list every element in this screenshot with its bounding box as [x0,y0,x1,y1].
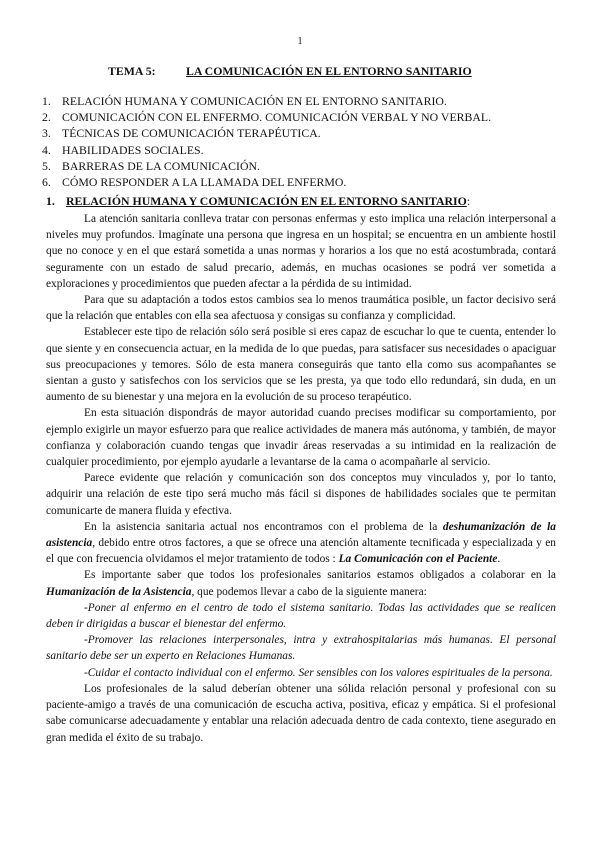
toc-item-text: COMUNICACIÓN CON EL ENFERMO. COMUNICACIÓN VERBAL Y NO VERBAL. [62,110,492,125]
paragraph: Establecer este tipo de relación sólo será posible si eres capaz de escuchar lo que te cuenta, entender lo que siente y en consecuencia actuar, en la medida de lo que puedas, para satisfacer sus necesidades o apaciguar sus preocupaciones y temores. Sólo de esta manera conseguirás que tanto ella como sus acompañantes se sientan a gusto y satisfechos con los servicios que se les presta, ya que todo ello redundará, sin duda, en un aumento de su bienestar y una mejora en la evolución de su proceso terapéutico. [46,326,556,404]
paragraph: La atención sanitaria conlleva tratar con personas enfermas y esto implica una relación interpersonal a niveles muy profundos. Imagínate una persona que ingresa en un hospital; se encuentra en un ambiente hostil que no conoce y en el que estará sometida a unas normas y horarios a los que no está acostumbrada, contará seguramente con un estado de salud precario, además, en muchas ocasiones se podrá ver sometida a exploraciones y procedimientos que pueden afectar a la pérdida de su intimidad. [46,213,556,290]
paragraph: Los profesionales de la salud deberían obtener una sólida relación personal y profesional con su paciente-amigo a través de una comunicación de escucha activa, positiva, eficaz y empática. Si el profesional sabe comunicarse adecuadamente y entablar una relación adecuada dentro de cada contexto, tiene asegurado en gran medida el éxito de su trabajo. [46,682,556,744]
page-number: 1 [297,36,303,47]
italic-item: -Promover las relaciones interpersonales, intra y extrahospitalarias más humanas. El personal sanitario debe ser un experto en Relaciones Humanas. [46,634,556,663]
toc-item: 6. CÓMO RESPONDER A LA LLAMADA DEL ENFERMO. [42,175,347,190]
toc-item: 5. BARRERAS DE LA COMUNICACIÓN. [42,158,260,173]
toc-item: 1. RELACIÓN HUMANA Y COMUNICACIÓN EN EL ENTORNO SANITARIO. [42,94,447,108]
document-header [108,64,472,79]
emphasis-term: deshumanización de la asistencia [46,520,557,550]
toc-item: 4. HABILIDADES SOCIALES. [42,142,204,157]
paragraph: Es importante saber que todos los profesionales sanitarios estamos obligados a colaborar en la Humanización de la Asistencia, que podemos llevar a cabo de la siguiente manera: [46,569,556,598]
toc-item-text: HABILIDADES SOCIALES. [62,142,204,157]
section-heading: 1. RELACIÓN HUMANA Y COMUNICACIÓN EN EL ENTORNO SANITARIO: [46,194,471,208]
section-body [46,211,556,746]
document-title: LA COMUNICACIÓN EN EL ENTORNO SANITARIO [186,64,472,78]
toc-item-text: TÉCNICAS DE COMUNICACIÓN TERAPÉUTICA. [62,126,321,141]
toc-item-text: CÓMO RESPONDER A LA LLAMADA DEL ENFERMO. [62,175,347,190]
emphasis-term: La Comunicación con el Paciente [338,553,498,566]
paragraph: Parece evidente que relación y comunicación son dos conceptos muy vinculados y, por lo tanto, adquirir una relación de este tipo será mucho más fácil si dispones de habilidades sociales que te permitan comunicarte de manera fluida y efectiva. [46,472,556,517]
section-title: RELACIÓN HUMANA Y COMUNICACIÓN EN EL ENTORNO SANITARIO [66,194,467,208]
toc-item: 2. COMUNICACIÓN CON EL ENFERMO. COMUNICACIÓN VERBAL Y NO VERBAL. [42,110,492,125]
section-number: 1. [46,194,55,208]
topic-label: TEMA 5: [108,64,156,78]
toc-item-text: BARRERAS DE LA COMUNICACIÓN. [62,158,260,173]
toc-item-text: RELACIÓN HUMANA Y COMUNICACIÓN EN EL ENTORNO SANITARIO. [62,94,447,108]
paragraph: En esta situación dispondrás de mayor autoridad cuando precises modificar su comportamiento, por ejemplo exigirle un mayor esfuerzo para que realice actividades de manera más autónoma, y también, de mayor confianza y colaboración cuando tengas que invadir áreas reservadas a su intimidad en la realización de cualquier procedimiento, por ejemplo ayudarle a levantarse de la cama o acompañarle al servicio. [46,407,556,469]
italic-item: -Poner al enfermo en el centro de todo el sistema sanitario. Todas las actividades que se realicen deben ir dirigidas a buscar el bienestar del enfermo. [46,601,556,631]
toc-item: 3. TÉCNICAS DE COMUNICACIÓN TERAPÉUTICA. [42,126,321,141]
emphasis-term: Humanización de la Asistencia [46,585,192,598]
paragraph: Para que su adaptación a todos estos cambios sea lo menos traumática posible, un factor decisivo será que la relación que entables con ella sea afectuosa y consigas su confianza y complicidad. [46,294,556,323]
table-of-contents [42,93,562,190]
italic-item: -Cuidar el contacto individual con el enfermo. Ser sensibles con los valores espirituales de la persona. [84,666,553,679]
paragraph: En la asistencia sanitaria actual nos encontramos con el problema de la deshumanización de la asistencia, debido entre otros factores, a que se ofrece una atención altamente tecnificada y especializada y en el que con frecuencia olvidamos el mejor tratamiento de todos : La Comunicación con el Paciente. [46,520,557,566]
